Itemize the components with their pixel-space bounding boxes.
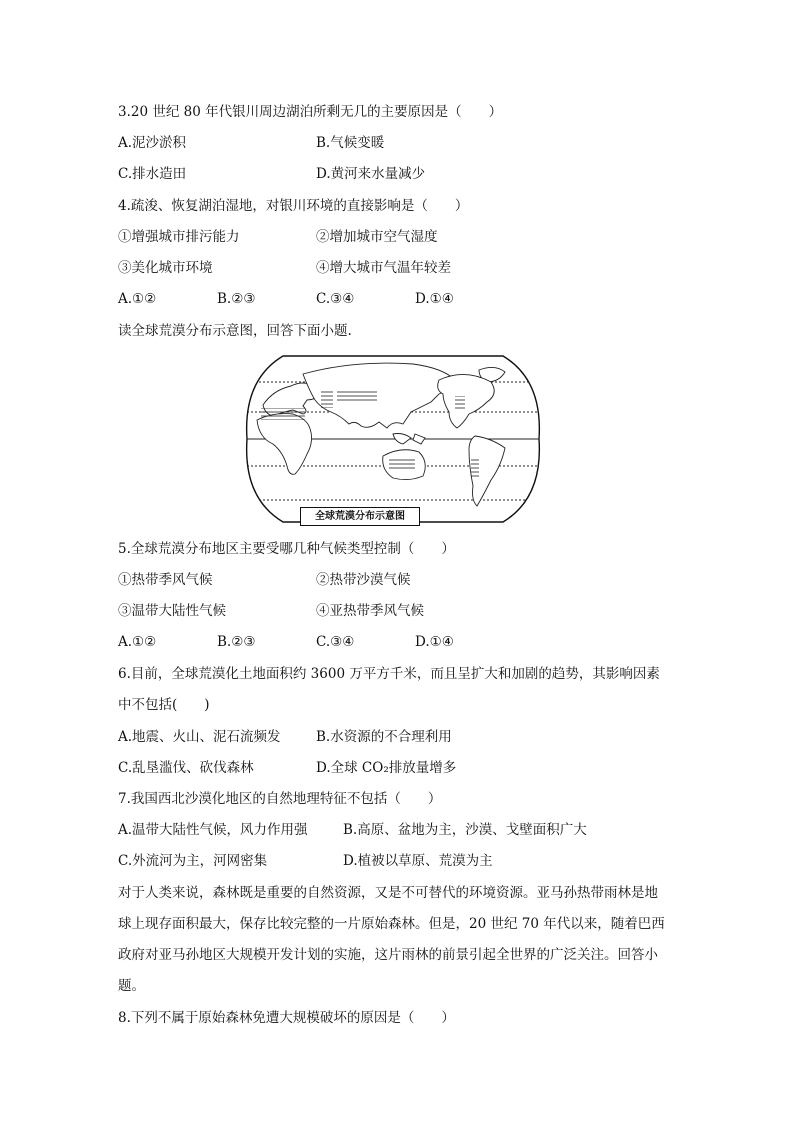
q4-item-1: ①增强城市排污能力 <box>118 229 240 245</box>
q6-option-d: D.全球 CO₂排放量增多 <box>316 760 457 776</box>
question-7-stem: 7.我国西北沙漠化地区的自然地理特征不包括（ ） <box>118 791 442 807</box>
q4-option-c: C.③④ <box>316 291 355 307</box>
question-3-stem: 3.20 世纪 80 年代银川周边湖泊所剩无几的主要原因是（ ） <box>118 104 503 120</box>
q7-option-b: B.高原、盆地为主，沙漠、戈壁面积广大 <box>343 822 587 838</box>
q5-item-3: ③温带大陆性气候 <box>118 603 226 619</box>
q4-item-4: ④增大城市气温年较差 <box>316 260 451 276</box>
passage-line-1: 对于人类来说，森林既是重要的自然资源，又是不可替代的环境资源。亚马孙热带雨林是地 <box>118 885 658 901</box>
q5-item-2: ②热带沙漠气候 <box>316 572 411 588</box>
q7-option-c: C.外流河为主，河网密集 <box>118 853 268 869</box>
q3-option-a: A.泥沙淤积 <box>118 135 187 151</box>
question-5-stem: 5.全球荒漠分布地区主要受哪几种气候类型控制（ ） <box>118 541 455 557</box>
q4-option-b: B.②③ <box>217 291 256 307</box>
q5-option-c: C.③④ <box>316 634 355 650</box>
q4-item-2: ②增加城市空气湿度 <box>316 229 438 245</box>
map-caption: 全球荒漠分布示意图 <box>300 507 420 526</box>
q5-option-d: D.①④ <box>415 634 454 650</box>
q3-option-c: C.排水造田 <box>118 166 187 182</box>
q6-option-c: C.乱垦滥伐、砍伐森林 <box>118 760 254 776</box>
q7-option-d: D.植被以草原、荒漠为主 <box>343 853 493 869</box>
q5-option-a: A.①② <box>118 634 157 650</box>
world-desert-map <box>243 350 543 528</box>
q3-option-d: D.黄河来水量减少 <box>316 166 426 182</box>
map-intro: 读全球荒漠分布示意图，回答下面小题. <box>118 323 352 339</box>
q5-option-b: B.②③ <box>217 634 256 650</box>
q6-option-a: A.地震、火山、泥石流频发 <box>118 729 281 745</box>
q4-item-3: ③美化城市环境 <box>118 260 213 276</box>
q6-option-b: B.水资源的不合理利用 <box>316 729 452 745</box>
q4-option-d: D.①④ <box>415 291 454 307</box>
q3-option-b: B.气候变暖 <box>316 135 385 151</box>
q4-option-a: A.①② <box>118 291 157 307</box>
world-map-graphic <box>243 350 543 528</box>
question-4-stem: 4.疏浚、恢复湖泊湿地，对银川环境的直接影响是（ ） <box>118 198 469 214</box>
q5-item-1: ①热带季风气候 <box>118 572 213 588</box>
q5-item-4: ④亚热带季风气候 <box>316 603 424 619</box>
question-6-stem-line-1: 6.目前，全球荒漠化土地面积约 3600 万平方千米，而且呈扩大和加剧的趋势，其影响因素 <box>118 666 660 682</box>
q7-option-a: A.温带大陆性气候，风力作用强 <box>118 822 308 838</box>
passage-line-4: 题。 <box>118 978 145 994</box>
passage-line-3: 政府对亚马孙地区大规模开发计划的实施，这片雨林的前景引起全世界的广泛关注。回答小 <box>118 947 658 963</box>
question-8-stem: 8.下列不属于原始森林免遭大规模破坏的原因是（ ） <box>118 1010 455 1026</box>
question-6-stem-line-2: 中不包括( ) <box>118 697 210 713</box>
passage-line-2: 球上现存面积最大，保存比较完整的一片原始森林。但是，20 世纪 70 年代以来，随着巴西 <box>118 916 665 932</box>
